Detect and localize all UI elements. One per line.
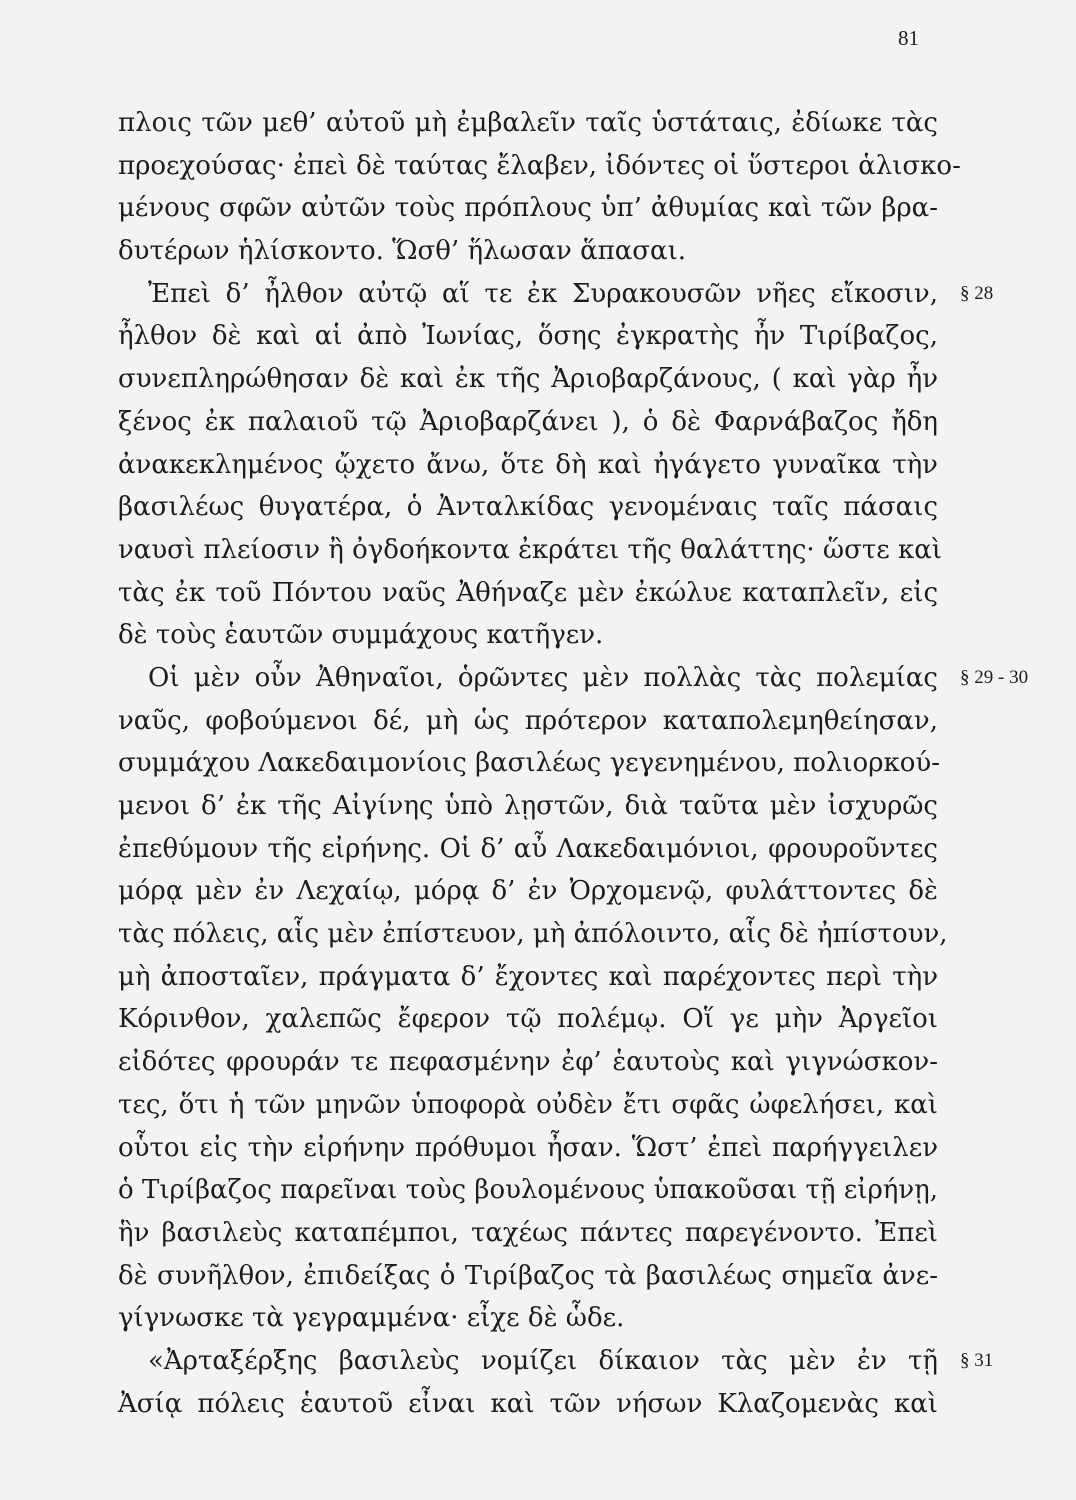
text-line — [118, 230, 938, 273]
text-line — [118, 486, 938, 529]
line-text: ἀνακεκλημένος ᾤχετο ἄνω, ὅτε δὴ καὶ ἠγάγετο γυναῖκα τὴν — [118, 449, 938, 480]
text-line — [118, 1340, 994, 1383]
line-text: βασιλέως θυγατέρα, ὁ Ἀνταλκίδας γενομέναις ταῖς πάσαις — [118, 492, 938, 523]
line-text: Οἱ μὲν οὖν Ἀθηναῖοι, ὁρῶντες μὲν πολλὰς τὰς πολεμίας — [148, 662, 938, 693]
text-line — [118, 1169, 938, 1212]
text-line — [118, 828, 938, 871]
greek-text-body — [118, 102, 1029, 1425]
line-text: εἰδότες φρουράν τε πεφασμένην ἐφ’ ἑαυτοὺς καὶ γιγνώσκον- — [118, 1047, 938, 1078]
text-line — [118, 785, 938, 828]
line-text: δυτέρων ἡλίσκοντο. Ὥσθ’ ἥλωσαν ἅπασαι. — [118, 236, 687, 267]
line-text: συνεπληρώθησαν δὲ καὶ ἐκ τῆς Ἀριοβαρζάνους, ( καὶ γὰρ ἦν — [118, 364, 938, 395]
text-line — [118, 913, 948, 956]
line-text: Κόρινθον, χαλεπῶς ἔφερον τῷ πολέμῳ. Οἵ γε μὴν Ἀργεῖοι — [118, 1004, 938, 1035]
text-line — [118, 1127, 938, 1170]
line-text: ἐπεθύμουν τῆς εἰρήνης. Οἱ δ’ αὖ Λακεδαιμόνιοι, φρουροῦντες — [118, 833, 938, 864]
line-text: μόρᾳ μὲν ἐν Λεχαίῳ, μόρᾳ δ’ ἐν Ὀρχομενῷ, φυλάττοντες δὲ — [118, 876, 938, 907]
section-marker: § 28 — [960, 282, 994, 304]
line-text: ὁ Τιρίβαζος παρεῖναι τοὺς βουλομένους ὑπακοῦσαι τῇ εἰρήνῃ, — [118, 1175, 938, 1206]
line-text: δὲ συνῆλθον, ἐπιδείξας ὁ Τιρίβαζος τὰ βασιλέως σημεῖα ἀνε- — [118, 1260, 938, 1291]
line-text: οὗτοι εἰς τὴν εἰρήνην πρόθυμοι ἦσαν. Ὥστ’ ἐπεὶ παρήγγειλεν — [118, 1132, 938, 1163]
line-text: ἣν βασιλεὺς καταπέμποι, ταχέως πάντες παρεγένοντο. Ἐπεὶ — [118, 1217, 938, 1248]
line-text: γίγνωσκε τὰ γεγραμμένα· εἶχε δὲ ὧδε. — [118, 1303, 625, 1334]
text-line — [118, 1297, 938, 1340]
page-number: 81 — [898, 26, 919, 50]
section-marker: § 29 - 30 — [960, 666, 1029, 688]
text-line — [118, 657, 1029, 700]
text-line — [118, 1383, 938, 1426]
line-text: Ἐπεὶ δ’ ἦλθον αὐτῷ αἵ τε ἐκ Συρακουσῶν νῆες εἴκοσιν, — [148, 278, 938, 309]
text-line — [118, 572, 938, 615]
text-line — [118, 273, 994, 316]
text-line — [118, 444, 938, 487]
text-line — [118, 998, 938, 1041]
line-text: προεχούσας· ἐπεὶ δὲ ταύτας ἔλαβεν, ἰδόντες οἱ ὕστεροι ἁλισκο- — [118, 150, 961, 181]
line-text: μὴ ἀποσταῖεν, πράγματα δ’ ἔχοντες καὶ παρέχοντες περὶ τὴν — [118, 961, 938, 992]
text-line — [118, 358, 938, 401]
text-line — [118, 614, 938, 657]
line-text: ξένος ἐκ παλαιοῦ τῷ Ἀριοβαρζάνει ), ὁ δὲ Φαρνάβαζος ἤδη — [118, 406, 938, 437]
text-line — [118, 1041, 938, 1084]
text-line — [118, 529, 943, 572]
line-text: δὲ τοὺς ἑαυτῶν συμμάχους κατῆγεν. — [118, 620, 604, 651]
line-text: μενοι δ’ ἐκ τῆς Αἰγίνης ὑπὸ λῃστῶν, διὰ ταῦτα μὲν ἰσχυρῶς — [118, 791, 938, 821]
text-line — [118, 956, 938, 999]
text-line — [118, 315, 938, 358]
line-text: τες, ὅτι ἡ τῶν μηνῶν ὑποφορὰ οὐδὲν ἔτι σφᾶς ὠφελήσει, καὶ — [118, 1089, 938, 1120]
line-text: συμμάχου Λακεδαιμονίοις βασιλέως γεγενημένου, πολιορκού- — [118, 748, 940, 779]
text-line — [118, 700, 938, 743]
line-text: ναυσὶ πλείοσιν ἢ ὀγδοήκοντα ἐκράτει τῆς θαλάττης· ὥστε καὶ — [118, 534, 943, 565]
text-line — [118, 102, 938, 145]
text-line — [118, 1255, 938, 1298]
text-line — [118, 1084, 938, 1127]
line-text: μένους σφῶν αὐτῶν τοὺς πρόπλους ὑπ’ ἀθυμίας καὶ τῶν βρα- — [118, 193, 938, 224]
text-line — [118, 870, 938, 913]
line-text: ἦλθον δὲ καὶ αἱ ἀπὸ Ἰωνίας, ὅσης ἐγκρατὴς ἦν Τιρίβαζος, — [118, 321, 938, 352]
text-line — [118, 187, 938, 230]
line-text: τὰς ἐκ τοῦ Πόντου ναῦς Ἀθήναζε μὲν ἐκώλυε καταπλεῖν, εἰς — [118, 577, 938, 608]
text-line — [118, 742, 938, 785]
text-line — [118, 1212, 938, 1255]
line-text: πλοις τῶν μεθ’ αὐτοῦ μὴ ἐμβαλεῖν ταῖς ὑστάταις, ἐδίωκε τὰς — [118, 108, 938, 138]
line-text: Ἀσίᾳ πόλεις ἑαυτοῦ εἶναι καὶ τῶν νήσων Κλαζομενὰς καὶ — [118, 1388, 938, 1419]
line-text: τὰς πόλεις, αἷς μὲν ἐπίστευον, μὴ ἀπόλοιντο, αἷς δὲ ἠπίστουν, — [118, 919, 948, 950]
section-marker: § 31 — [960, 1349, 994, 1371]
text-line — [118, 145, 961, 188]
line-text: «Ἀρταξέρξης βασιλεὺς νομίζει δίκαιον τὰς μὲν ἐν τῇ — [148, 1345, 938, 1376]
line-text: ναῦς, φοβούμενοι δέ, μὴ ὡς πρότερον καταπολεμηθείησαν, — [118, 705, 938, 736]
text-line — [118, 401, 938, 444]
